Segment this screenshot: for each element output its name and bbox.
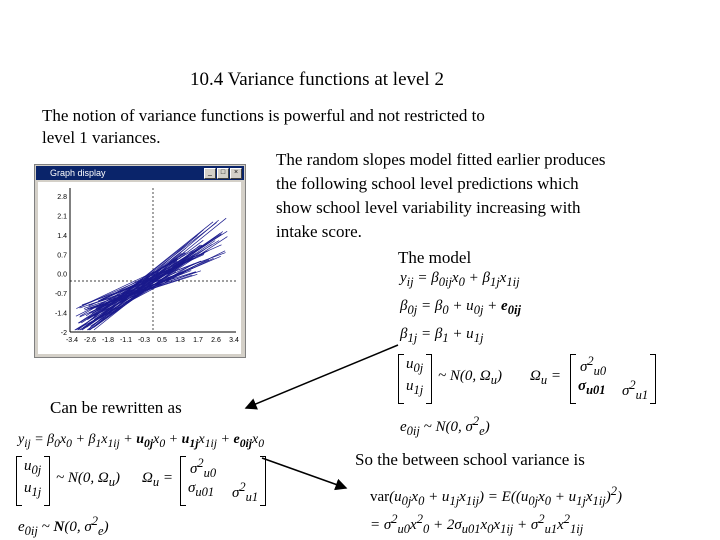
x-tick-label: 1.7 [193, 337, 203, 344]
minimize-icon[interactable]: _ [204, 168, 216, 179]
arrow-to-rewritten [246, 345, 398, 408]
y-tick-label: 0.7 [57, 252, 67, 260]
rewritten-label: Can be rewritten as [50, 398, 182, 417]
maximize-icon[interactable]: □ [217, 168, 229, 179]
model-e-distribution: $e_{0ij}$ ~ N(0, $\sigma^2_e$) [400, 414, 490, 438]
intro-line-2: level 1 variances. [42, 128, 161, 147]
y-tick-label: -1.4 [54, 310, 67, 318]
rewritten-equation-y: $y_{ij} = \beta_0x_0 + \beta_1x_{1ij} + u_{0j}x_0 + u_{1j}x_{1ij} + e_{0ij}x_0$ [18, 432, 265, 450]
variance-equation-line-2: = $\sigma^2_{u0}x^2_0 + 2\sigma_{u01}x_0x_{1ij} + \sigma^2_{u1}x^2_{1ij}$ [370, 512, 584, 536]
random-slopes-line-3: show school level variability increasing with [276, 198, 581, 217]
between-school-label: So the between school variance is [355, 450, 585, 469]
x-tick-label: -1.8 [101, 337, 115, 344]
close-icon[interactable]: × [230, 168, 242, 179]
rewritten-omega-label: $\Omega_u$ = [142, 470, 173, 489]
intro-line-1: The notion of variance functions is powerful and not restricted to [42, 106, 485, 125]
y-tick-label: 2.1 [57, 213, 67, 221]
y-tick-label: -0.7 [54, 291, 67, 299]
x-tick-label: -3.4 [65, 337, 79, 344]
variance-equation-line-1: $var(u_{0j}x_0 + u_{1j}x_{1ij}) = E((u_{0j}x_0 + u_{1j}x_{1ij})^2)$ [370, 484, 622, 508]
x-tick-label: 1.3 [175, 337, 185, 344]
model-equation-y: $y_{ij} = \beta_{0ij}x_0 + \beta_{1j}x_{1ij}$ [400, 270, 520, 289]
random-slopes-line-1: The random slopes model fitted earlier produces [276, 150, 606, 169]
arrow-to-variance [262, 458, 346, 488]
x-tick-label: -2.6 [83, 337, 97, 344]
rewritten-u-distribution: ~ N(0, $\Omega_u$) [56, 470, 120, 489]
y-tick-label: 1.4 [57, 232, 67, 240]
random-slopes-line-4: intake score. [276, 222, 362, 241]
rewritten-e-distribution: $e_{0ij}$ ~ N(0, $\sigma^2_e$) [18, 514, 109, 538]
graph-window-title: Graph display [50, 168, 106, 178]
rewritten-omega-matrix: $\sigma^2_{u0}$ $\sigma_{u01}$ $\sigma^2_{u1}$ [180, 456, 266, 506]
slide-title: 10.4 Variance functions at level 2 [190, 69, 444, 90]
random-slopes-line-2: the following school level predictions which [276, 174, 579, 193]
x-tick-label: 2.6 [211, 337, 221, 344]
model-omega-matrix: $\sigma^2_{u0}$ $\sigma_{u01}$ $\sigma^2_{u1}$ [570, 354, 656, 404]
x-tick-label: -0.3 [137, 337, 151, 344]
x-tick-label: -1.1 [119, 337, 133, 344]
y-tick-label: 2.8 [57, 194, 67, 201]
model-equation-beta1: $\beta_{1j} = \beta_1 + u_{1j}$ [400, 326, 484, 345]
model-u-distribution: ~ N(0, $\Omega_u$) [438, 368, 502, 387]
the-model-label: The model [398, 248, 472, 267]
x-tick-label: 3.4 [229, 337, 239, 344]
model-equation-beta0: $\beta_{0j} = \beta_0 + u_{0j} + e_{0ij}$ [400, 298, 521, 317]
model-omega-label: $\Omega_u$ = [530, 368, 561, 387]
y-tick-label: 0.0 [57, 271, 67, 279]
x-tick-label: 0.5 [157, 337, 167, 344]
y-tick-label: -2 [60, 330, 67, 337]
